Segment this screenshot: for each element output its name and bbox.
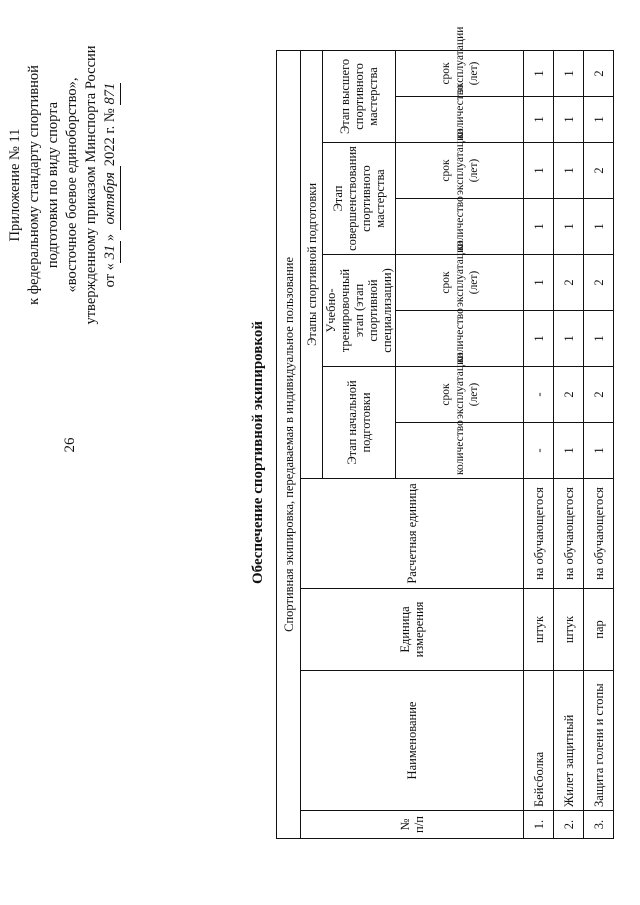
sub-header-term: срок эксплуатации (лет): [396, 143, 524, 199]
row-name: Защита голени и стопы: [584, 671, 614, 811]
sub-header-quantity: количество: [396, 199, 524, 255]
sub-header-quantity: количество: [396, 311, 524, 367]
appendix-line: к федеральному стандарту спортивной: [26, 65, 42, 305]
header-number: № п/п: [301, 811, 524, 839]
stage-header: Этап совершенствования спортивного мастерства: [323, 143, 396, 255]
stage-header: Этап высшего спортивного мастерства: [323, 50, 396, 142]
stage-header: Этап начальной подготовки: [323, 367, 396, 479]
row-value: 2: [584, 367, 614, 423]
row-name: Жилет защитный: [554, 671, 584, 811]
row-value: 1: [554, 143, 584, 199]
row-value: 1: [554, 97, 584, 143]
appendix-line: Приложение № 11: [7, 128, 23, 242]
row-name: Бейсболка: [524, 671, 554, 811]
table-header-top: Спортивная экипировка, передаваемая в индивидуальное пользование: [277, 50, 301, 838]
table-row: [554, 50, 584, 838]
row-value: -: [524, 367, 554, 423]
sub-header-term: срок эксплуатации (лет): [396, 50, 524, 96]
row-value: 1: [554, 311, 584, 367]
order-number: 871: [101, 83, 121, 105]
row-value: 1: [554, 423, 584, 479]
equipment-table: [276, 26, 614, 839]
table-row: [584, 50, 614, 838]
appendix-block: [6, 0, 121, 385]
row-value: 1: [524, 50, 554, 96]
document-title: Обеспечение спортивной экипировкой: [250, 321, 266, 585]
row-value: 1: [584, 199, 614, 255]
row-value: 1: [524, 255, 554, 311]
row-value: 2: [554, 255, 584, 311]
row-value: 1: [554, 50, 584, 96]
row-unit: пар: [584, 589, 614, 671]
row-value: 1: [554, 199, 584, 255]
row-calc-unit: на обучающегося: [584, 479, 614, 589]
date-day: 31: [101, 241, 121, 263]
sub-header-quantity: количество: [396, 423, 524, 479]
date-mid: »: [102, 233, 118, 242]
appendix-line: «восточное боевое единоборство»,: [64, 77, 80, 293]
sub-header-term: срок эксплуатации (лет): [396, 255, 524, 311]
header-stages: Этапы спортивной подготовки: [301, 50, 323, 478]
appendix-line: утвержденному приказом Минспорта России: [83, 45, 99, 325]
appendix-line: подготовки по виду спорта: [45, 101, 61, 269]
row-value: 2: [584, 50, 614, 96]
page-number: 26: [62, 437, 78, 453]
row-value: 2: [554, 367, 584, 423]
row-calc-unit: на обучающегося: [524, 479, 554, 589]
row-calc-unit: на обучающегося: [554, 479, 584, 589]
row-number: 3.: [584, 811, 614, 839]
sub-header-term: срок эксплуатации (лет): [396, 367, 524, 423]
row-number: 1.: [524, 811, 554, 839]
appendix-date-line: [101, 0, 121, 385]
row-number: 2.: [554, 811, 584, 839]
row-value: 1: [584, 311, 614, 367]
row-unit: штук: [524, 589, 554, 671]
row-unit: штук: [554, 589, 584, 671]
row-value: -: [524, 423, 554, 479]
sub-header-quantity: количество: [396, 97, 524, 143]
table-row: [524, 50, 554, 838]
header-calc-unit: Расчетная единица: [301, 479, 524, 589]
row-value: 1: [524, 199, 554, 255]
header-name: Наименование: [301, 671, 524, 811]
row-value: 1: [524, 143, 554, 199]
date-year: 2022 г. №: [102, 108, 118, 167]
date-month: октября: [101, 166, 121, 230]
row-value: 1: [524, 311, 554, 367]
stage-header: Учебно-тренировочный этап (этап спортивной специализации): [323, 255, 396, 367]
header-unit: Единица измерения: [301, 589, 524, 671]
row-value: 2: [584, 143, 614, 199]
row-value: 1: [524, 97, 554, 143]
row-value: 2: [584, 255, 614, 311]
date-prefix: от «: [102, 263, 118, 288]
row-value: 1: [584, 97, 614, 143]
row-value: 1: [584, 423, 614, 479]
